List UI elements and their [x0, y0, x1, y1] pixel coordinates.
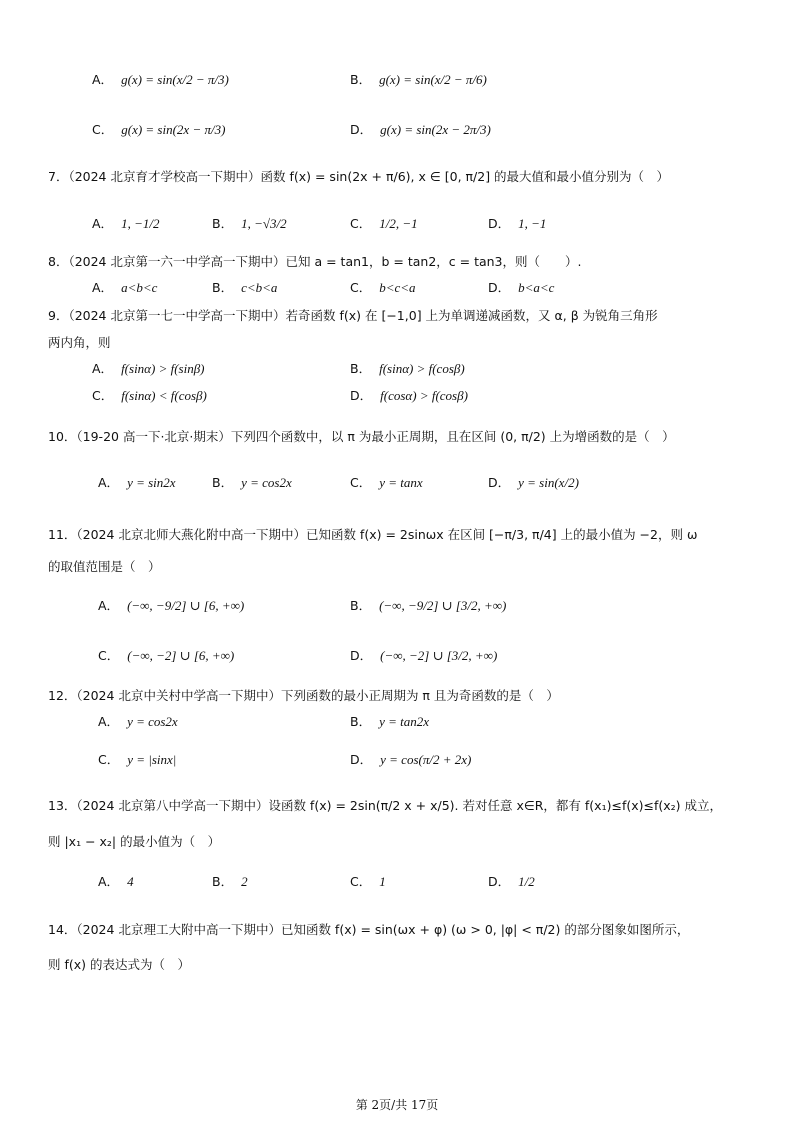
option-expr: f(cosα) > f(cosβ) [380, 388, 468, 403]
option-expr: 4 [127, 874, 134, 889]
q7-option-d [488, 214, 546, 235]
option-label: C． [350, 280, 372, 295]
option-expr: y = tan2x [379, 714, 430, 729]
page-footer: 第 2页/共 17页 [355, 1098, 439, 1112]
q7-option-c [350, 214, 418, 235]
q13-option-d [488, 872, 535, 893]
option-expr: (−∞, −9/2] ∪ [3/2, +∞) [379, 598, 507, 613]
option-label: B． [350, 714, 372, 729]
option-label: B． [212, 874, 234, 889]
option-expr: (−∞, −2] ∪ [3/2, +∞) [380, 648, 498, 663]
option-label: D． [488, 280, 511, 295]
option-expr: b<a<c [518, 280, 555, 295]
option-expr: 1/2, −1 [379, 216, 418, 231]
option-expr: f(sinα) > f(cosβ) [379, 361, 465, 376]
option-label: C． [98, 752, 120, 767]
q6-option-c [92, 120, 225, 141]
q13-option-b [212, 872, 248, 893]
q6-option-b [350, 70, 487, 91]
q9-option-d [350, 386, 468, 407]
q11-option-b [350, 596, 506, 617]
q14-stem-line1: 14．（2024 北京理工大附中高一下期中）已知函数 f(x) = sin(ωx + φ) (ω > 0, |φ| < π/2) 的部分图象如图所示， [48, 922, 690, 937]
option-label: A． [92, 361, 114, 376]
q10-option-c [350, 473, 423, 494]
q8-stem: 8．（2024 北京第一六一中学高一下期中）已知 a = tan1，b = tan2，c = tan3，则（ ）. [48, 254, 582, 269]
option-label: B． [212, 475, 234, 490]
q10-stem: 10．（19-20 高一下·北京·期末）下列四个函数中，以 π 为最小正周期，且在区间 (0, π/2) 上为增函数的是（ ） [48, 429, 675, 444]
option-label: D． [488, 216, 511, 231]
option-expr: 1 [379, 874, 386, 889]
option-label: D． [350, 388, 373, 403]
option-expr: 2 [241, 874, 248, 889]
option-expr: y = sin(x/2) [518, 475, 579, 490]
option-expr: y = sin2x [127, 475, 176, 490]
q7-option-a [92, 214, 159, 235]
option-expr: 1, −1 [518, 216, 547, 231]
option-label: D． [350, 122, 373, 137]
option-expr: (−∞, −2] ∪ [6, +∞) [127, 648, 235, 663]
option-label: B． [350, 72, 372, 87]
q11-stem-line2: 的取值范围是（ ） [48, 559, 161, 574]
option-expr: g(x) = sin(2x − 2π/3) [380, 122, 491, 137]
option-label: B． [350, 598, 372, 613]
q7-option-b [212, 214, 287, 235]
option-expr: 1, −1/2 [121, 216, 160, 231]
option-label: C． [350, 475, 372, 490]
q13-option-c [350, 872, 386, 893]
q10-option-b [212, 473, 292, 494]
option-expr: f(sinα) < f(cosβ) [121, 388, 207, 403]
q11-stem-line1: 11．（2024 北京北师大燕化附中高一下期中）已知函数 f(x) = 2sinωx 在区间 [−π/3, π/4] 上的最小值为 −2，则 ω [48, 527, 698, 542]
q6-option-d [350, 120, 491, 141]
option-label: A． [98, 714, 120, 729]
q14-stem-line2: 则 f(x) 的表达式为（ ） [48, 957, 190, 972]
option-label: D． [350, 752, 373, 767]
option-expr: b<c<a [379, 280, 416, 295]
q8-option-c [350, 278, 416, 299]
option-label: D． [488, 874, 511, 889]
option-label: B． [350, 361, 372, 376]
q10-option-d [488, 473, 579, 494]
q13-stem-line2: 则 |x₁ − x₂| 的最小值为（ ） [48, 834, 221, 849]
q8-option-b [212, 278, 277, 299]
q13-stem-line1: 13．（2024 北京第八中学高一下期中）设函数 f(x) = 2sin(π/2 x + x/5). 若对任意 x∈R，都有 f(x₁)≤f(x)≤f(x₂) 成立， [48, 798, 723, 813]
option-label: A． [98, 475, 120, 490]
option-expr: f(sinα) > f(sinβ) [121, 361, 205, 376]
option-label: C． [92, 388, 114, 403]
option-label: A． [98, 598, 120, 613]
q8-option-d [488, 278, 554, 299]
option-label: D． [350, 648, 373, 663]
option-expr: g(x) = sin(x/2 − π/6) [379, 72, 487, 87]
q11-option-a [98, 596, 244, 617]
option-expr: c<b<a [241, 280, 278, 295]
q11-option-c [98, 646, 234, 667]
option-label: A． [92, 72, 114, 87]
option-expr: y = |sinx| [127, 752, 177, 767]
q7-stem: 7．（2024 北京育才学校高一下期中）函数 f(x) = sin(2x + π/6), x ∈ [0, π/2] 的最大值和最小值分别为（ ） [48, 169, 670, 184]
q13-option-a [98, 872, 134, 893]
option-expr: 1, −√3/2 [241, 216, 287, 231]
option-expr: y = cos2x [127, 714, 178, 729]
q8-option-a [92, 278, 157, 299]
q9-option-a [92, 359, 205, 380]
option-label: C． [92, 122, 114, 137]
q9-option-c [92, 386, 207, 407]
option-label: B． [212, 280, 234, 295]
q9-stem-line1: 9．（2024 北京第一七一中学高一下期中）若奇函数 f(x) 在 [−1,0] 上为单调递减函数，又 α, β 为锐角三角形 [48, 308, 658, 323]
option-expr: a<b<c [121, 280, 158, 295]
option-expr: (−∞, −9/2] ∪ [6, +∞) [127, 598, 245, 613]
option-label: A． [92, 280, 114, 295]
option-label: A． [92, 216, 114, 231]
q9-stem-line2: 两内角，则 [48, 335, 111, 350]
q12-option-c [98, 750, 176, 771]
q9-option-b [350, 359, 465, 380]
option-expr: g(x) = sin(2x − π/3) [121, 122, 226, 137]
option-expr: y = cos(π/2 + 2x) [380, 752, 472, 767]
option-expr: 1/2 [518, 874, 535, 889]
q11-option-d [350, 646, 497, 667]
q12-option-b [350, 712, 429, 733]
option-label: B． [212, 216, 234, 231]
option-label: C． [98, 648, 120, 663]
q12-option-d [350, 750, 471, 771]
option-expr: g(x) = sin(x/2 − π/3) [121, 72, 229, 87]
q12-stem: 12．（2024 北京中关村中学高一下期中）下列函数的最小正周期为 π 且为奇函数的是（ ） [48, 688, 559, 703]
option-label: C． [350, 216, 372, 231]
option-label: C． [350, 874, 372, 889]
option-expr: y = tanx [379, 475, 423, 490]
option-label: A． [98, 874, 120, 889]
q6-option-a [92, 70, 229, 91]
q12-option-a [98, 712, 178, 733]
option-label: D． [488, 475, 511, 490]
option-expr: y = cos2x [241, 475, 292, 490]
q10-option-a [98, 473, 176, 494]
